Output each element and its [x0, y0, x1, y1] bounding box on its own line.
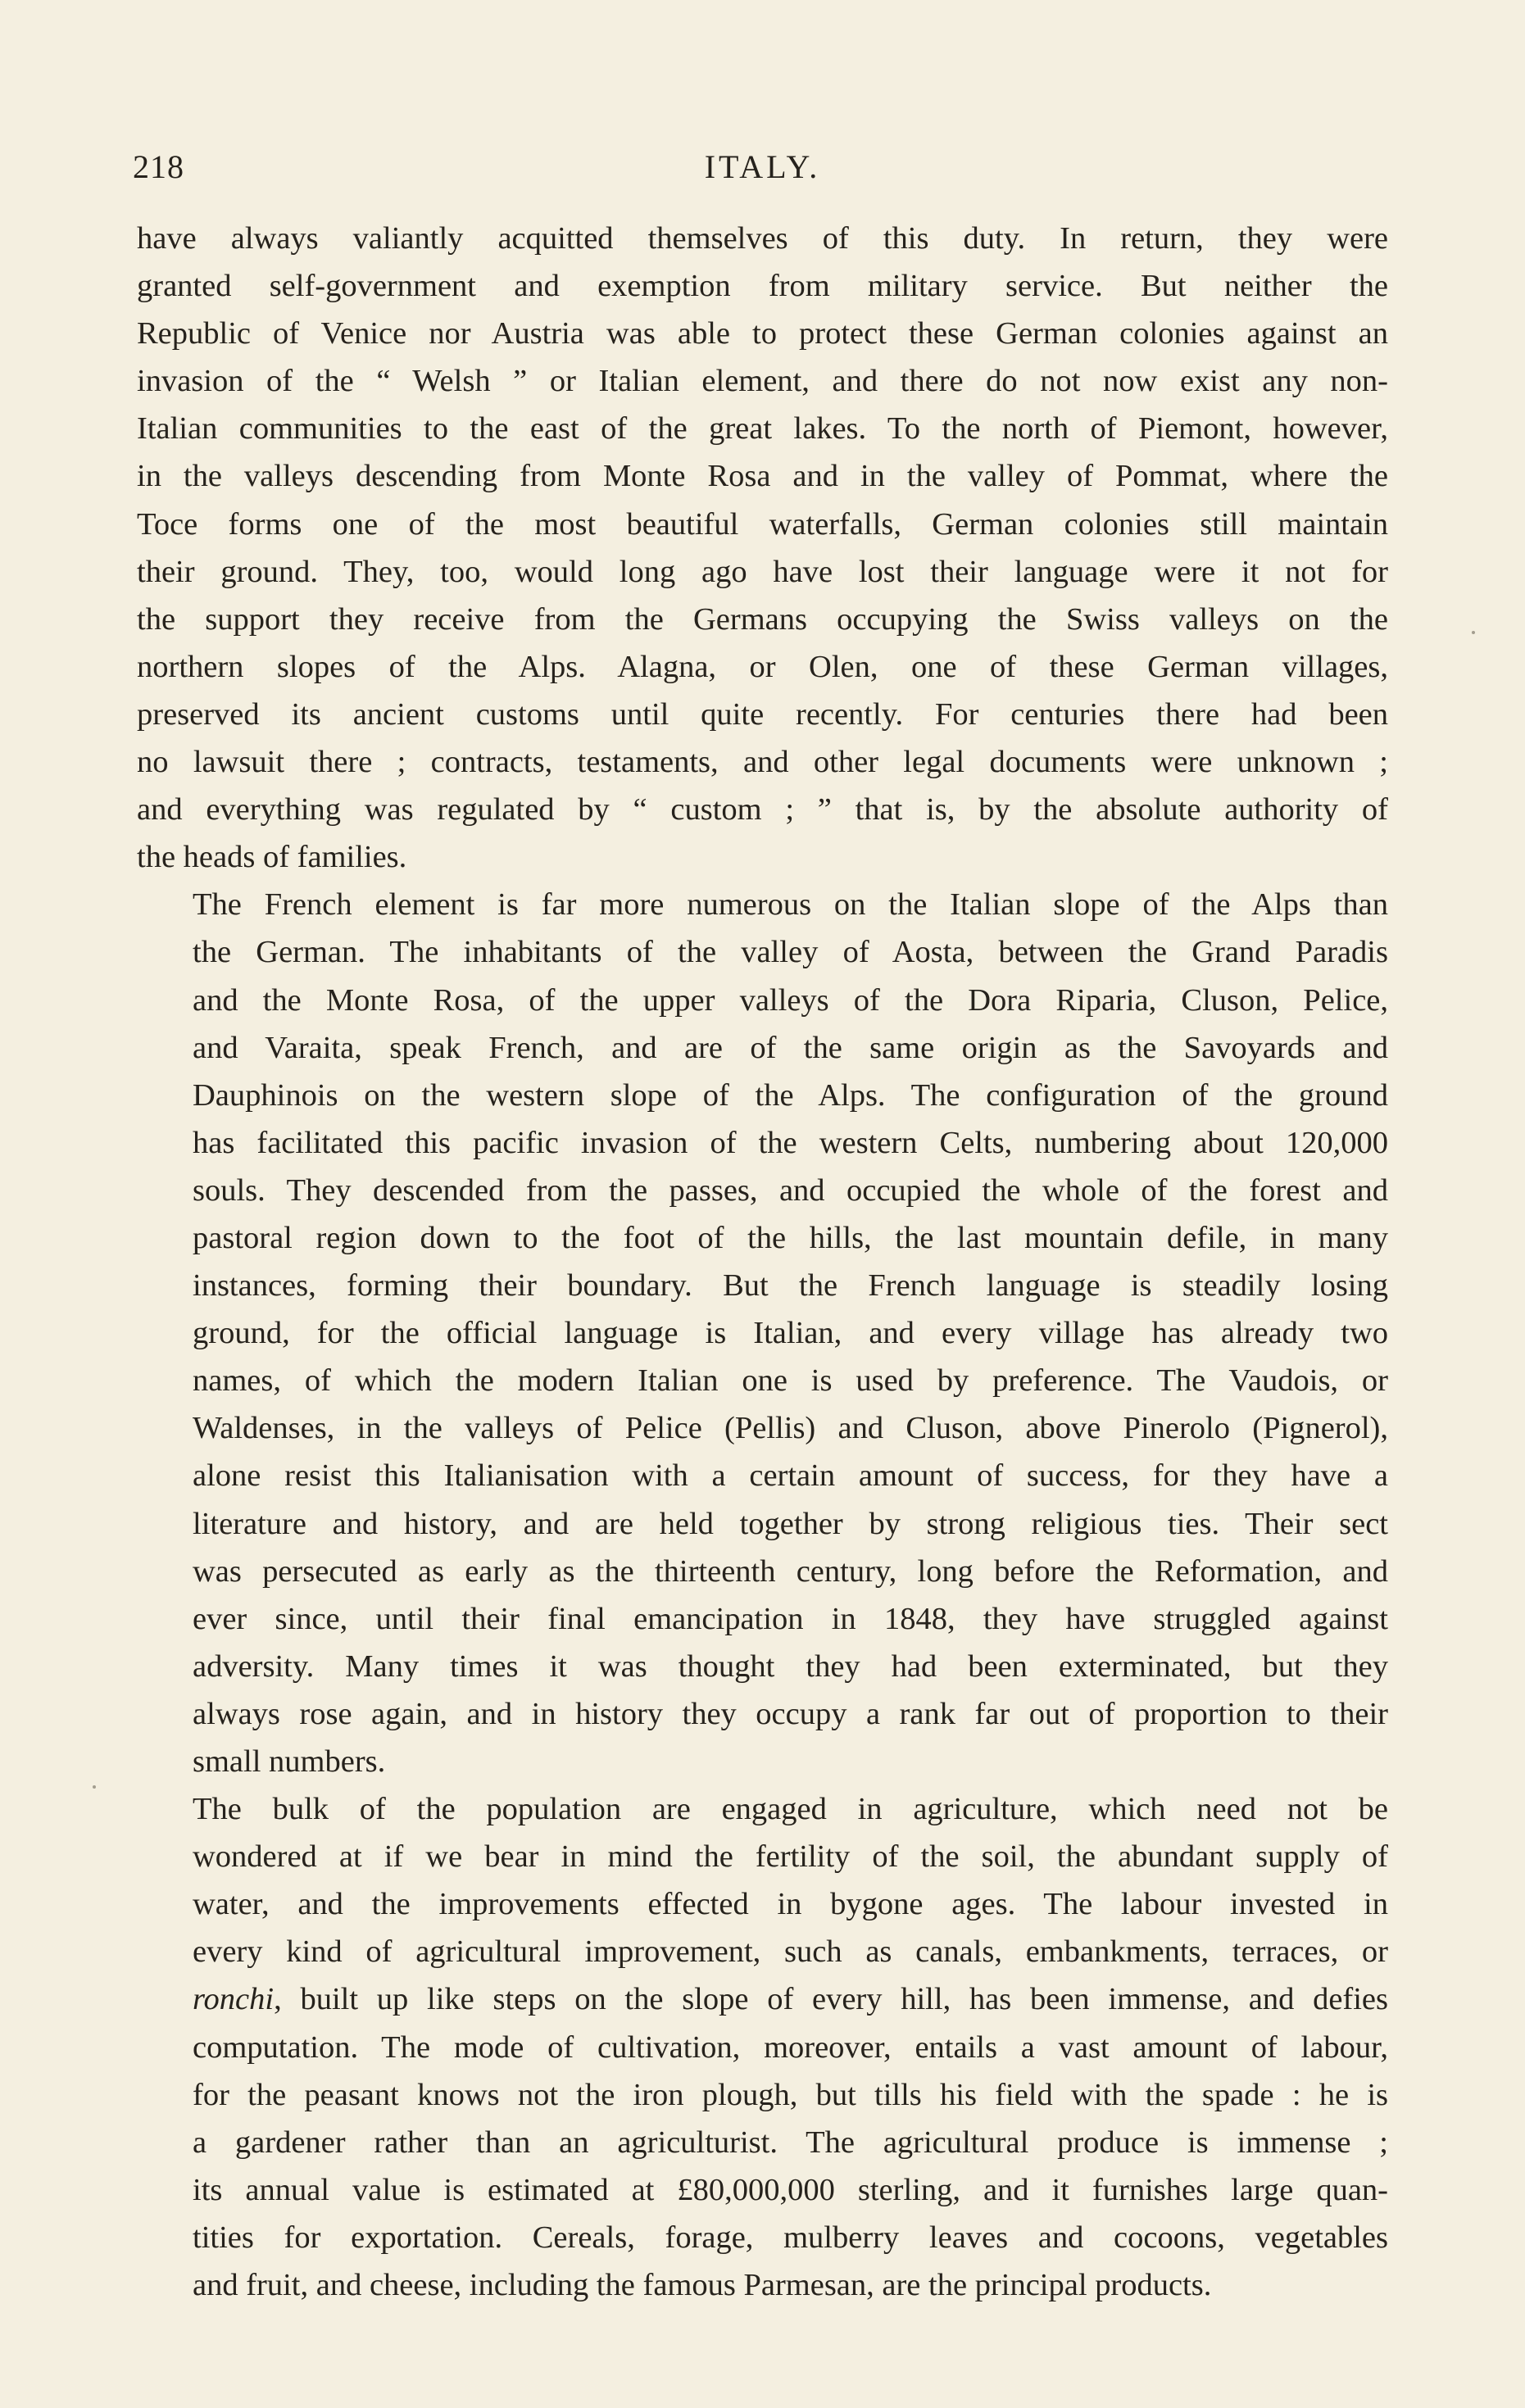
paragraph-agriculture [137, 1785, 1388, 2309]
paragraph-german-colonies [137, 215, 1388, 881]
text-line: no lawsuit there ; contracts, testaments, and other legal documents were unknown ; [137, 745, 1388, 780]
text-line: granted self-government and exemption from military service. But neither the [137, 269, 1388, 304]
text-line: names, of which the modern Italian one is used by preference. The Vaudois, or [193, 1363, 1388, 1399]
paper-speck [93, 1785, 96, 1789]
text-line: the German. The inhabitants of the valley of Aosta, between the Grand Paradis [193, 935, 1388, 970]
text-line: invasion of the “ Welsh ” or Italian element, and there do not now exist any non- [137, 364, 1388, 399]
text-line: has facilitated this pacific invasion of the western Celts, numbering about 120,000 [193, 1125, 1388, 1160]
text-line: water, and the improvements effected in bygone ages. The labour invested in [193, 1887, 1388, 1922]
text-line: and everything was regulated by “ custom ; ” that is, by the absolute authority of [137, 792, 1388, 828]
text-line: and fruit, and cheese, including the famous Parmesan, are the principal products. [193, 2268, 1212, 2303]
text-line: their ground. They, too, would long ago have lost their language were it not for [137, 554, 1388, 589]
page-header [0, 0, 1525, 213]
text-line: always rose again, and in history they occupy a rank far out of proportion to their [193, 1696, 1388, 1731]
text-line: northern slopes of the Alps. Alagna, or Olen, one of these German villages, [137, 649, 1388, 684]
text-line: alone resist this Italianisation with a certain amount of success, for they have a [193, 1458, 1388, 1494]
page-number: 218 [133, 148, 184, 185]
text-line: Italian communities to the east of the great lakes. To the north of Piemont, however, [137, 411, 1388, 447]
text-line: Waldenses, in the valleys of Pelice (Pellis) and Cluson, above Pinerolo (Pignerol), [193, 1411, 1388, 1446]
text-line: instances, forming their boundary. But the French language is steadily losing [193, 1268, 1388, 1304]
text-line: literature and history, and are held together by strong religious ties. Their sect [193, 1506, 1388, 1541]
text-line: and the Monte Rosa, of the upper valleys of the Dora Riparia, Cluson, Pelice, [193, 982, 1388, 1018]
text-line: ronchi, built up like steps on the slope of every hill, has been immense, and defies [193, 1982, 1388, 2017]
text-line: computation. The mode of cultivation, moreover, entails a vast amount of labour, [193, 2029, 1388, 2065]
text-line: every kind of agricultural improvement, such as canals, embankments, terraces, or [193, 1934, 1388, 1970]
text-line: the support they receive from the Germans occupying the Swiss valleys on the [137, 601, 1388, 637]
text-line: ever since, until their final emancipation in 1848, they have struggled against [193, 1601, 1388, 1636]
text-line: for the peasant knows not the iron plough, but tills his field with the spade : he is [193, 2077, 1388, 2112]
paper-speck [1472, 631, 1475, 634]
body-text [137, 215, 1388, 2309]
text-line: The French element is far more numerous on the Italian slope of the Alps than [193, 887, 1388, 923]
text-line: wondered at if we bear in mind the fertility of the soil, the abundant supply of [193, 1839, 1388, 1875]
text-line: was persecuted as early as the thirteenth century, long before the Reformation, and [193, 1553, 1388, 1589]
text-line: ground, for the official language is Italian, and every village has already two [193, 1316, 1388, 1351]
text-line: souls. They descended from the passes, and occupied the whole of the forest and [193, 1172, 1388, 1208]
text-line: in the valleys descending from Monte Rosa and in the valley of Pommat, where the [137, 459, 1388, 494]
text-line: its annual value is estimated at £80,000,000 sterling, and it furnishes large quan- [193, 2172, 1388, 2207]
paragraph-french-element [137, 881, 1388, 1785]
text-line: the heads of families. [137, 840, 407, 875]
text-line: Dauphinois on the western slope of the Alps. The configuration of the ground [193, 1077, 1388, 1113]
text-line: and Varaita, speak French, and are of the same origin as the Savoyards and [193, 1030, 1388, 1065]
text-line: The bulk of the population are engaged in agriculture, which need not be [193, 1792, 1388, 1827]
text-line: have always valiantly acquitted themselves of this duty. In return, they were [137, 221, 1388, 256]
text-line: a gardener rather than an agriculturist. The agricultural produce is immense ; [193, 2125, 1388, 2160]
text-line: Republic of Venice nor Austria was able to protect these German colonies against an [137, 316, 1388, 351]
text-line: Toce forms one of the most beautiful waterfalls, German colonies still maintain [137, 506, 1388, 542]
text-line: small numbers. [193, 1744, 386, 1779]
running-head: ITALY. [704, 148, 821, 185]
text-line: preserved its ancient customs until quite recently. For centuries there had been [137, 696, 1388, 732]
text-line: tities for exportation. Cereals, forage, mulberry leaves and cocoons, vegetables [193, 2220, 1388, 2255]
text-line: pastoral region down to the foot of the hills, the last mountain defile, in many [193, 1220, 1388, 1255]
text-line: adversity. Many times it was thought they had been exterminated, but they [193, 1648, 1388, 1684]
